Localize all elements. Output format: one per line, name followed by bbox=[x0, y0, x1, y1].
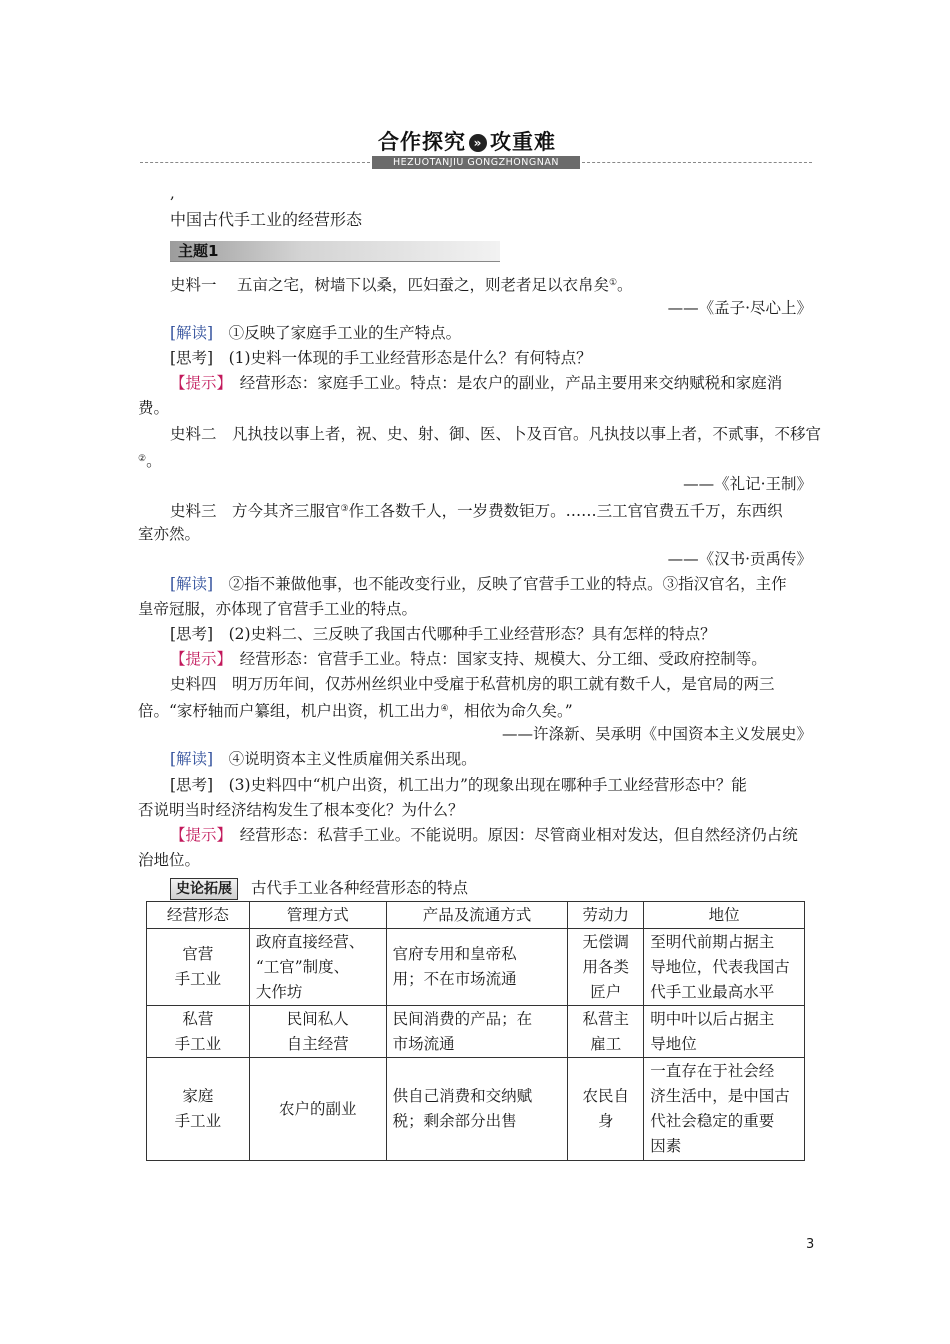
source-2: 史料二 凡执技以事上者，祝、史、射、御、医、卜及百官。凡执技以事上者，不贰事，不移官 bbox=[170, 425, 822, 443]
question-tag: [思考] bbox=[170, 776, 214, 794]
hint-1-text: 经营形态：家庭手工业。特点：是农户的副业，产品主要用来交纳赋税和家庭消 bbox=[239, 374, 783, 392]
table-row bbox=[147, 1006, 805, 1058]
hint-2 bbox=[170, 648, 767, 670]
table-cell: 官营 手工业 bbox=[147, 929, 250, 1006]
source-1-label: 史料一 bbox=[170, 276, 217, 294]
hint-3 bbox=[170, 824, 798, 846]
hint-1 bbox=[170, 372, 782, 394]
question-tag: [思考] bbox=[170, 349, 214, 367]
interpretation-1 bbox=[170, 322, 461, 344]
table-header-row bbox=[147, 902, 805, 929]
section-title: 中国古代手工业的经营形态 bbox=[170, 210, 363, 229]
source-3 bbox=[170, 498, 783, 522]
table-cell: 至明代前期占据主 导地位，代表我国古 代手工业最高水平 bbox=[644, 929, 805, 1006]
table-cell: 政府直接经营、 “工官”制度、 大作坊 bbox=[249, 929, 386, 1006]
table-row bbox=[147, 1058, 805, 1161]
hint-3-text: 经营形态：私营手工业。不能说明。原因：尽管商业相对发达，但自然经济仍占统 bbox=[239, 826, 798, 844]
source-1-end: 。 bbox=[617, 276, 633, 294]
source-4-text: 倍。“家杼轴而户纂组，机户出资，机工出力 bbox=[138, 702, 441, 720]
hint-tag: 【提示】 bbox=[170, 826, 225, 844]
question-2-text: (2)史料二、三反映了我国古代哪种手工业经营形态？具有怎样的特点？ bbox=[228, 625, 716, 643]
table-cell: 私营主 雇工 bbox=[568, 1006, 644, 1058]
source-4-citation: ——许涤新、吴承明《中国资本主义发展史》 bbox=[501, 725, 812, 743]
table-cell: 无偿调 用各类 匠户 bbox=[568, 929, 644, 1006]
stray-comma: , bbox=[170, 184, 175, 202]
hint-3-cont: 治地位。 bbox=[138, 851, 201, 869]
hint-tag: 【提示】 bbox=[170, 374, 225, 392]
interpretation-tag: [解读] bbox=[170, 324, 214, 342]
table-cell: 家庭 手工业 bbox=[147, 1058, 250, 1161]
double-arrow-icon: » bbox=[469, 134, 487, 152]
source-3-citation: ——《汉书·贡禹传》 bbox=[667, 550, 812, 568]
table-cell: 民间消费的产品；在 市场流通 bbox=[386, 1006, 568, 1058]
banner-title-left: 合作探究 bbox=[378, 130, 466, 154]
question-3 bbox=[170, 774, 747, 796]
extension-title: 古代手工业各种经营形态的特点 bbox=[250, 879, 468, 897]
divider-left bbox=[140, 162, 370, 163]
table-header-cell: 产品及流通方式 bbox=[386, 902, 568, 929]
source-2-cont bbox=[138, 448, 162, 472]
banner-title bbox=[378, 126, 556, 156]
source-4-cont bbox=[138, 698, 573, 722]
table-cell: 农户的副业 bbox=[249, 1058, 386, 1161]
theme-label: 主题1 bbox=[178, 242, 219, 260]
source-4: 史料四 明万历年间，仅苏州丝织业中受雇于私营机房的职工就有数千人，是官局的两三 bbox=[170, 675, 775, 693]
interpretation-3 bbox=[170, 748, 477, 770]
interpretation-tag: [解读] bbox=[170, 750, 214, 768]
source-2-citation: ——《礼记·王制》 bbox=[683, 475, 812, 493]
source-3-text: 史料三 方今其齐三服官 bbox=[170, 502, 341, 520]
footnote-mark: ④ bbox=[440, 704, 449, 714]
table-row bbox=[147, 929, 805, 1006]
table-cell: 官府专用和皇帝私 用；不在市场流通 bbox=[386, 929, 568, 1006]
footnote-mark: ② bbox=[138, 454, 147, 464]
table-header-cell: 管理方式 bbox=[249, 902, 386, 929]
interpretation-2-text: ②指不兼做他事，也不能改变行业，反映了官营手工业的特点。③指汉官名，主作 bbox=[228, 575, 787, 593]
interpretation-2-cont: 皇帝冠服，亦体现了官营手工业的特点。 bbox=[138, 600, 418, 618]
table-cell: 供自己消费和交纳赋 税；剩余部分出售 bbox=[386, 1058, 568, 1161]
question-1-text: (1)史料一体现的手工业经营形态是什么？有何特点？ bbox=[228, 349, 592, 367]
features-table bbox=[146, 901, 805, 1161]
extension-heading bbox=[170, 876, 468, 900]
source-3-cont: 室亦然。 bbox=[138, 525, 201, 543]
question-3-text: (3)史料四中“机户出资，机工出力”的现象出现在哪种手工业经营形态中？能 bbox=[228, 776, 747, 794]
interpretation-1-text: ①反映了家庭手工业的生产特点。 bbox=[228, 324, 462, 342]
banner-title-right: 攻重难 bbox=[490, 130, 556, 154]
source-2-end: 。 bbox=[146, 452, 162, 470]
question-tag: [思考] bbox=[170, 625, 214, 643]
footnote-mark: ① bbox=[608, 278, 618, 288]
source-3-text-cont: 作工各数千人，一岁费数钜万。……三工官官费五千万，东西织 bbox=[348, 502, 783, 520]
hint-tag: 【提示】 bbox=[170, 650, 225, 668]
table-header-cell: 劳动力 bbox=[568, 902, 644, 929]
extension-tag: 史论拓展 bbox=[170, 878, 238, 900]
question-1 bbox=[170, 347, 592, 369]
interpretation-tag: [解读] bbox=[170, 575, 214, 593]
table-cell: 明中叶以后占据主 导地位 bbox=[644, 1006, 805, 1058]
footnote-mark: ③ bbox=[340, 504, 349, 514]
table-cell: 私营 手工业 bbox=[147, 1006, 250, 1058]
table-cell: 民间私人 自主经营 bbox=[249, 1006, 386, 1058]
theme-bar bbox=[170, 241, 500, 262]
interpretation-2 bbox=[170, 573, 787, 595]
source-1-citation: ——《孟子·尽心上》 bbox=[667, 299, 812, 317]
table-header-cell: 经营形态 bbox=[147, 902, 250, 929]
table-header-cell: 地位 bbox=[644, 902, 805, 929]
divider-right bbox=[582, 162, 812, 163]
source-4-text-cont: ，相依为命久矣。” bbox=[448, 702, 573, 720]
banner-subtitle: HEZUOTANJIU GONGZHONGNAN bbox=[372, 156, 580, 169]
table-cell: 农民自 身 bbox=[568, 1058, 644, 1161]
source-1 bbox=[170, 272, 633, 296]
question-2 bbox=[170, 623, 716, 645]
source-1-text: 五亩之宅，树墙下以桑，匹妇蚕之，则老者足以衣帛矣 bbox=[236, 276, 609, 294]
hint-1-cont: 费。 bbox=[138, 399, 170, 417]
hint-2-text: 经营形态：官营手工业。特点：国家支持、规模大、分工细、受政府控制等。 bbox=[239, 650, 767, 668]
interpretation-3-text: ④说明资本主义性质雇佣关系出现。 bbox=[228, 750, 477, 768]
page-number: 3 bbox=[806, 1237, 815, 1252]
table-cell: 一直存在于社会经 济生活中，是中国古 代社会稳定的重要 因素 bbox=[644, 1058, 805, 1161]
question-3-cont: 否说明当时经济结构发生了根本变化？为什么？ bbox=[138, 801, 464, 819]
